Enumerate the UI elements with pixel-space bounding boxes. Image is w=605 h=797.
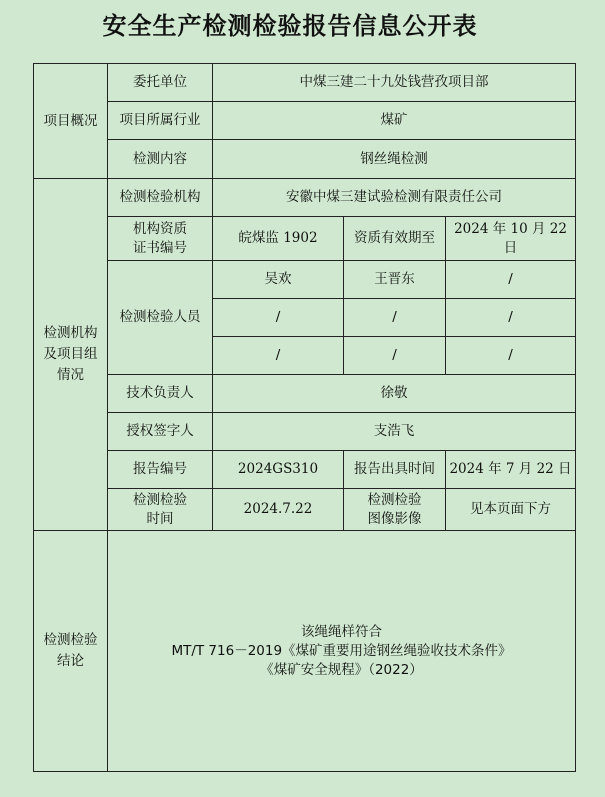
image-label-line2: 图像影像 [367,510,422,527]
staff-cell: / [213,337,344,375]
signer-value: 支浩飞 [213,413,576,451]
test-time-label-line1: 检测检验 [133,491,187,508]
staff-cell: / [344,299,446,337]
validity-label: 资质有效期至 [344,217,446,261]
table-row [34,64,576,102]
image-label-line1: 检测检验 [367,491,422,508]
section-label-overview: 项目概况 [34,64,108,179]
conclusion-line3: 《煤矿安全规程》（2022） [260,661,423,678]
cert-label-line1: 机构资质 [133,220,187,237]
test-time-label-line2: 时间 [146,510,174,527]
table-row [34,451,576,489]
report-info-table [33,63,576,772]
staff-cell: 王晋东 [344,261,446,299]
cert-label [108,217,213,261]
industry-label: 项目所属行业 [108,102,213,140]
section-label-institution [34,179,108,531]
cert-value: 皖煤监 1902 [213,217,344,261]
signer-label: 授权签字人 [108,413,213,451]
table-row [34,102,576,140]
image-label [344,489,446,531]
table-row [34,261,576,299]
table-row [34,413,576,451]
staff-cell: 吴欢 [213,261,344,299]
cert-label-line2: 证书编号 [133,239,187,256]
section-label-institution-text: 检测机构及项目组情况 [43,325,98,383]
table-row [34,531,576,772]
section-label-conclusion [34,531,108,772]
table-row [34,489,576,531]
conclusion-value [108,531,576,772]
tech-value: 徐敬 [213,375,576,413]
staff-cell: / [344,337,446,375]
industry-value: 煤矿 [213,102,576,140]
validity-value: 2024 年 10 月 22 日 [446,217,576,261]
issue-date-label: 报告出具时间 [344,451,446,489]
org-label: 检测检验机构 [108,179,213,217]
section-label-conclusion-text: 检测检验结论 [43,632,98,669]
conclusion-line1: 该绳绳样符合 [301,623,383,640]
image-value: 见本页面下方 [446,489,576,531]
staff-cell: / [213,299,344,337]
table-row [34,179,576,217]
client-label: 委托单位 [108,64,213,102]
org-value: 安徽中煤三建试验检测有限责任公司 [213,179,576,217]
test-time-value: 2024.7.22 [213,489,344,531]
staff-cell: / [446,299,576,337]
table-row [34,375,576,413]
content-label: 检测内容 [108,140,213,179]
test-time-label [108,489,213,531]
table-row [34,217,576,261]
report-no-value: 2024GS310 [213,451,344,489]
conclusion-line2: MT/T 716－2019《煤矿重要用途钢丝绳验收技术条件》 [171,642,512,659]
staff-cell: / [446,261,576,299]
staff-cell: / [446,337,576,375]
page-title: 安全生产检测检验报告信息公开表 [102,11,478,40]
tech-label: 技术负责人 [108,375,213,413]
staff-label: 检测检验人员 [108,261,213,375]
report-no-label: 报告编号 [108,451,213,489]
issue-date-value: 2024 年 7 月 22 日 [446,451,576,489]
client-value: 中煤三建二十九处钱营孜项目部 [213,64,576,102]
content-value: 钢丝绳检测 [213,140,576,179]
table-row [34,140,576,179]
